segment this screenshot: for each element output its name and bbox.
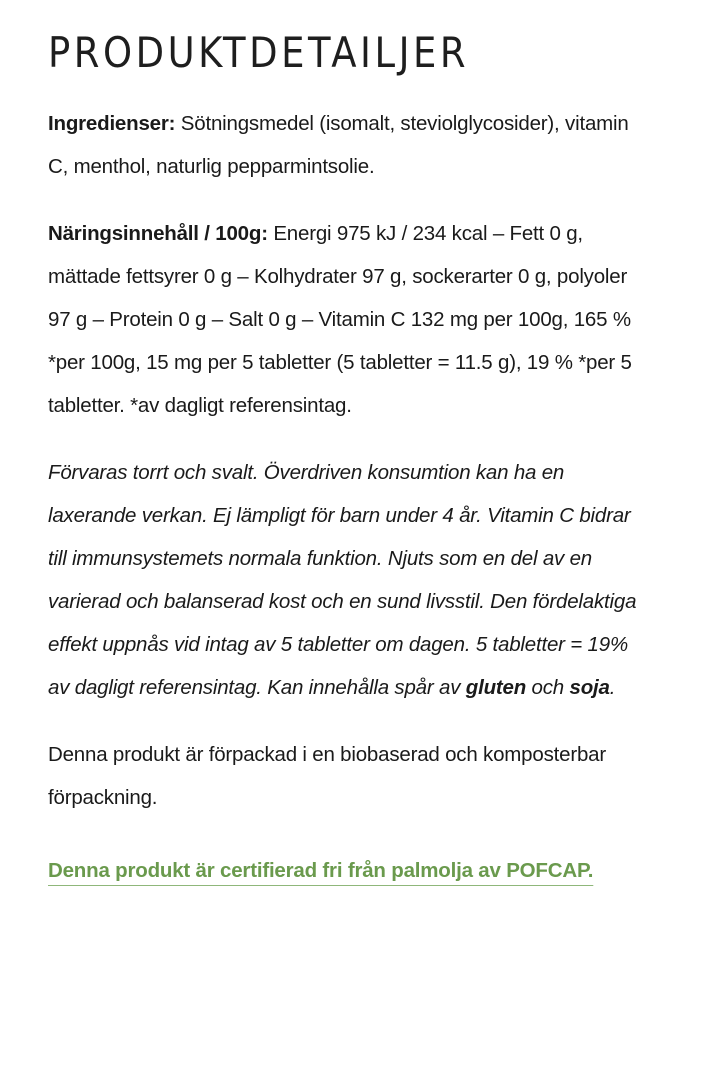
allergen-gluten: gluten [465, 676, 527, 700]
allergen-soja: soja [569, 676, 610, 700]
packaging-paragraph [48, 733, 648, 819]
ingredients-text: Sötningsmedel (isomalt, steviolglycosider), vitamin C, menthol, naturlig pepparmintsolie. [48, 112, 629, 179]
storage-paragraph [48, 451, 648, 709]
nutrition-text: Energi 975 kJ / 234 kcal – Fett 0 g, mättade fettsyrer 0 g – Kolhydrater 97 g, sockerarter 0 g, polyoler 97 g – Protein 0 g – Salt 0 g – Vitamin C 132 mg per 100g, 165 % *per 100g, 15 mg per 5 tabletter (5 tabletter = 11.5 g), 19 % *per 5 tabletter. *av dagligt referensintag. [48, 222, 632, 418]
ingredients-paragraph [48, 102, 648, 188]
palm-oil-certification-link[interactable]: Denna produkt är certifierad fri från palmolja av POFCAP. [48, 859, 594, 883]
allergen-connector: och [526, 676, 570, 700]
ingredients-label: Ingredienser: [48, 112, 176, 136]
section-heading: PRODUKTDETAILJER [48, 28, 470, 77]
nutrition-label: Näringsinnehåll / 100g: [48, 222, 268, 246]
product-details-section [48, 30, 648, 917]
storage-text: Förvaras torrt och svalt. Överdriven konsumtion kan ha en laxerande verkan. Ej lämpligt för barn under 4 år. Vitamin C bidrar till immunsystemets normala funktion. Njuts som en del av en varierad och balanserad kost och en sund livsstil. Den fördelaktiga effekt uppnås vid intag av 5 tabletter om dagen. 5 tabletter = 19% av dagligt referensintag. Kan innehålla spår av [48, 461, 637, 700]
storage-end: . [609, 676, 616, 700]
packaging-text: Denna produkt är förpackad i en biobaserad och komposterbar förpackning. [48, 743, 606, 810]
certification-paragraph [48, 849, 648, 893]
nutrition-paragraph [48, 212, 648, 427]
